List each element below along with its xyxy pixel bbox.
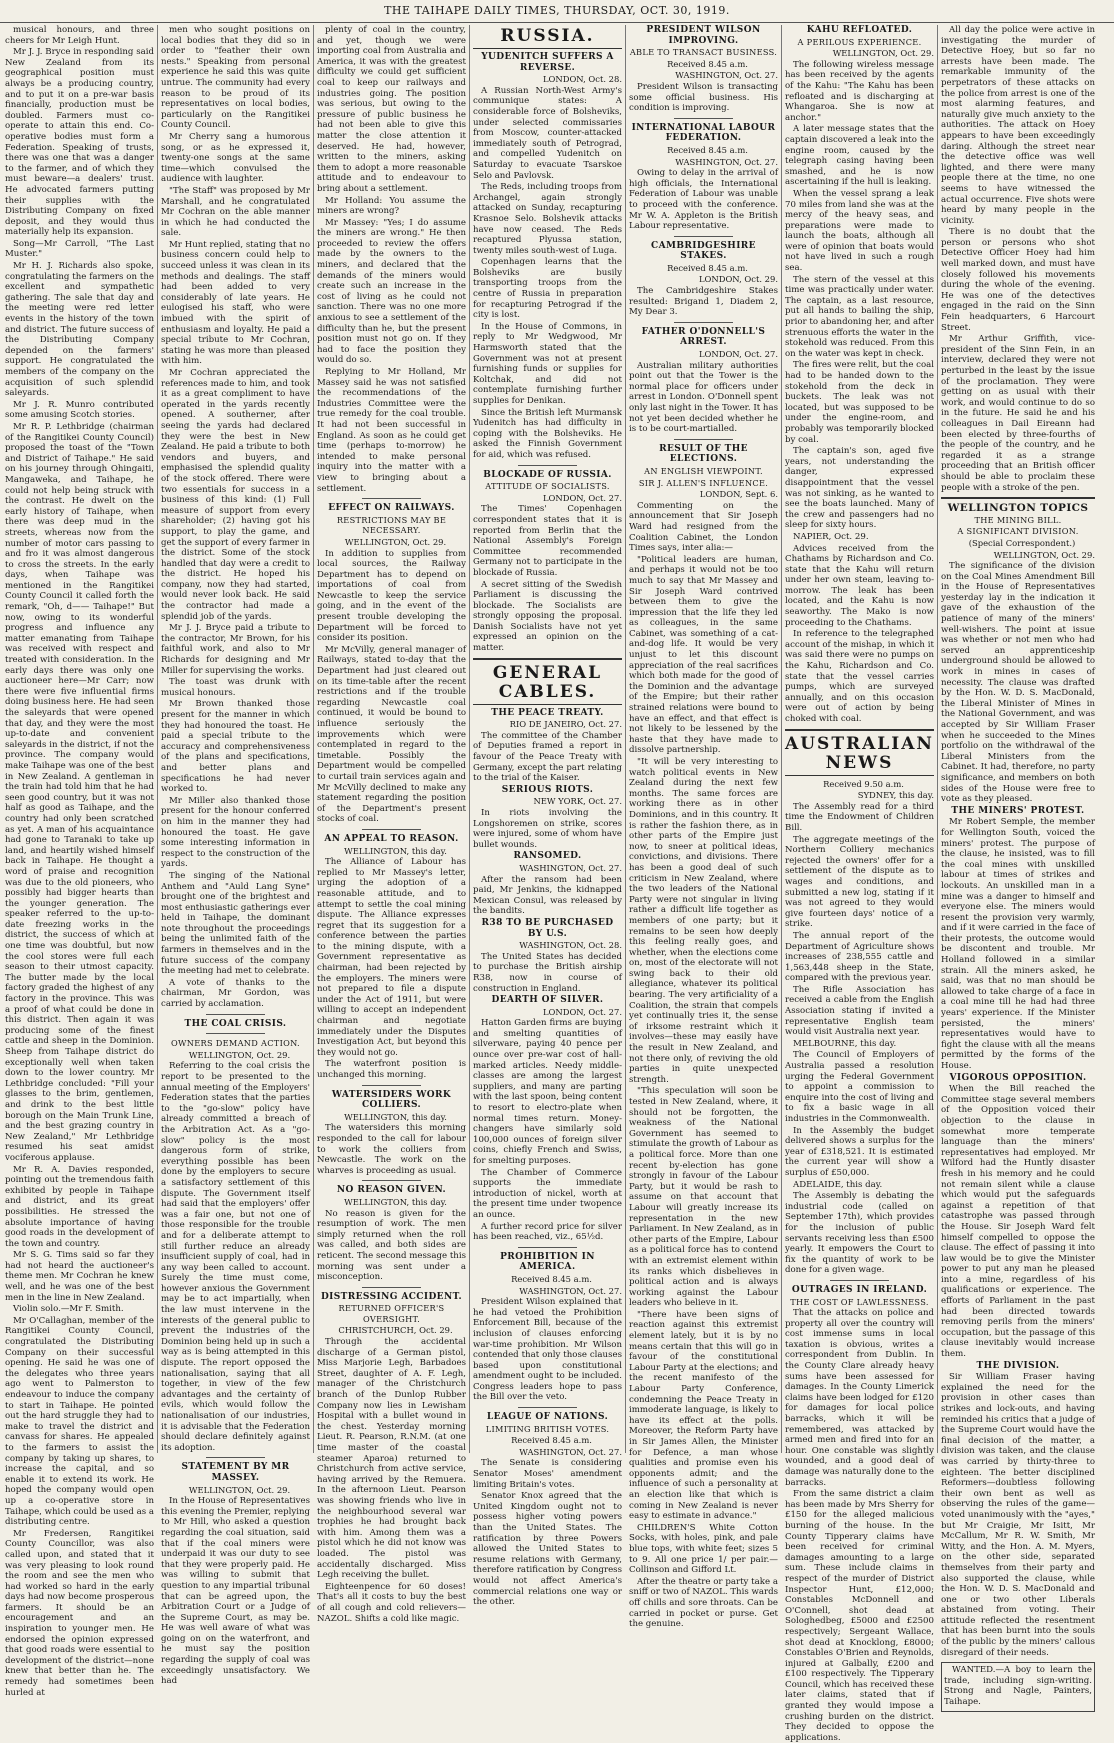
paragraph: The Senate is considering Senator Moses' amendment limiting Britain's votes. xyxy=(473,1458,622,1490)
col2-text xyxy=(161,25,310,1010)
paragraph: musical honours, and three cheers for Mr Leigh Hunt. xyxy=(5,25,154,46)
dateline: WELLINGTON, Oct. 29. xyxy=(993,549,1095,560)
dateline: LONDON, Oct. 28. xyxy=(542,74,622,85)
paragraph: men who sought positions on local bodies that they did so in order to "feather their own nests." Speaking from personal experience he said this was quite untrue. The community had every reason to be proud of its representatives on local bodies, particularly on the Rangitikei County Council. xyxy=(161,25,310,131)
silver-heading: DEARTH OF SILVER. xyxy=(491,995,604,1006)
dateline: LONDON, Oct. 27. xyxy=(698,349,778,360)
ireland-subheading: THE COST OF LAWLESSNESS. xyxy=(790,1296,929,1307)
elections-heading: RESULT OF THE ELECTIONS. xyxy=(659,443,748,465)
wilson-subheading: ABLE TO TRANSACT BUSINESS. xyxy=(629,47,778,58)
paragraph: "The Staff" was proposed by Mr Marshall, and he congratulated Mr Cochran on the able manner in which he had conducted the sale. xyxy=(161,185,310,239)
prohibition-heading: PROHIBITION IN AMERICA. xyxy=(500,1251,595,1273)
odonnell-text xyxy=(629,361,778,435)
prohibition-text xyxy=(473,1297,622,1403)
paragraph: In the House of Commons, in reply to Mr Wedgwood, Mr Harmsworth stated that the Government was not at present furnishing funds or supplies for Koltchak, and did not contemplate furnishing further supplies for Denikan. xyxy=(473,321,622,406)
paragraph: Song—Mr Carroll, "The Last Muster." xyxy=(5,238,154,260)
watersiders-heading: WATERSIDERS WORK COLLIERS. xyxy=(331,1089,452,1111)
labour-federation-text xyxy=(629,168,778,232)
column-3 xyxy=(314,25,470,1624)
peace-treaty-heading: THE PEACE TREATY. xyxy=(491,707,604,718)
paragraph: Mr Brown thanked those present for the manner in which they had honoured the toast. He paid a special tribute to the accuracy and comprehensiveness of the plans and specifications, and better plans and specifications he had never worked to. xyxy=(161,699,310,795)
paragraph: Mr Miller also thanked those present for the honour conferred on him in the manner they had honoured the toast. He gave some interesting information in respect to the construction of the yards. xyxy=(161,795,310,870)
paragraph: In riots involving the Longshoremen on strike, scores were injured, some of whom have bullet wounds. xyxy=(473,808,622,850)
topics-text xyxy=(941,561,1095,805)
paragraph: The Times' Copenhagen correspondent states that it is reported from Berlin that the National Assembly's Foreign Committee recommended Germany not to participate in the blockade of Russia. xyxy=(473,504,622,578)
division-subheading: A SIGNIFICANT DIVISION. xyxy=(957,526,1079,537)
paragraph: Replying to Mr Holland, Mr Massey said he was not satisfied the recommendations of the Industries Committee were the true remedy for the coal trouble. It had not been successful in England. As soon as he could get time (perhaps to-morrow) he intended to make personal inquiry into the matter with a view to bringing about a settlement. xyxy=(317,367,466,494)
paragraph: "There have been signs of reaction against this extremist element lately, but it is by no means certain that this will go in favour of the constitutional Labour Party at the elections; and the recent manifesto of the Labour Party Conference, condemning the Peace Treaty in immoderate language, is likely to have its effect at the polls. Moreover, the Reform Party have in Sir James Allen, the Minister for Defence, a man whose qualities and promise even his opponents admit; and the influence of such a personality at an election like that which is coming in New Zealand is never easy to estimate in advance." xyxy=(629,1309,778,1522)
ireland-heading: OUTRAGES IN IRELAND. xyxy=(791,1284,928,1295)
mining-bill-subheading: THE MINING BILL. xyxy=(974,514,1062,525)
miners-protest-text xyxy=(941,817,1095,1071)
paragraph: The Rifle Association has received a cable from the English Association stating if invited a representative English team would visit Australia next year. xyxy=(785,984,934,1038)
dateline: WASHINGTON, Oct. 27. xyxy=(519,1285,622,1296)
column-6 xyxy=(782,25,938,1743)
divider xyxy=(206,1457,266,1458)
railways-subheading: RESTRICTIONS MAY BE NECESSARY. xyxy=(336,514,447,536)
paragraph: There is no doubt that the person or persons who shot Detective Officer Hoey had him well marked down, and must have closely followed his movements during the whole of the evening. He was one of the detectives engaged in the raid on the Sinn Fein headquarters, 6 Harcourt Street. xyxy=(941,227,1095,333)
paragraph: Mr Cherry sang a humorous song, or as he expressed it, twenty-one songs at the same time—which convulsed the audience with laughter. xyxy=(161,131,310,185)
paragraph: When the vessel sprang a leak 70 miles from land she was at the mercy of the heavy seas, and preparations were made to launch the boats, although all were of opinion that boats would not have lived in such a rough sea. xyxy=(785,188,934,274)
divider xyxy=(674,236,734,237)
divider xyxy=(674,322,734,323)
paragraph: The singing of the National Anthem and "Auld Lang Syne" brought one of the brightest and most enthusiastic gatherings ever held in Taihape, the dominant note throughout the proceedings being the unlimited faith of the farmers in themselves and in the future success of the company the meeting had met to celebrate. xyxy=(161,870,310,977)
col7-text xyxy=(941,25,1095,493)
paragraph: Mr R. A. Davies responded, pointing out the tremendous faith exhibited by people in Taihape and district, and its great possibilities. He stressed the absolute importance of having good roads in the development of the town and country. xyxy=(5,1164,154,1249)
paragraph: Mr Holland: You assume the miners are wrong? xyxy=(317,195,466,217)
paragraph: President Wilson is transacting some official business. His condition is improving. xyxy=(629,81,778,114)
divider xyxy=(518,1407,578,1408)
column-1 xyxy=(2,25,158,1698)
paragraph: MELBOURNE, this day. xyxy=(793,1038,897,1049)
silver-text xyxy=(473,1018,622,1242)
dateline: WASHINGTON, Oct. 27. xyxy=(675,70,778,81)
received-line: Received 8.45 a.m. xyxy=(511,1273,592,1284)
dateline: WASHINGTON, Oct. 27. xyxy=(519,1446,622,1457)
col3-text xyxy=(317,25,466,494)
paragraph: A secret sitting of the Swedish Parliament is discussing the blockade. The Socialists are strongly opposing the proposal. Danish Socialists have not yet expressed an opinion on the matter. xyxy=(473,579,622,654)
paragraph: Through the accidental discharge of a German pistol, Miss Marjorie Legh, Barbadoes Street, daughter of A. F. Legh, manager of the Christchurch branch of the Dunlop Rubber Company now lies in Lewisham Hospital with a bullet wound in the chest. Yesterday morning Lieut. R. Pearson, R.N.M. (at one time master of the coastal steamer Aparoa) returned to Christchurch from active service, having arrived by the Remuera. In the afternoon Lieut. Pearson was showing friends who live in the neighbourhood several war trophies he had brought back with him. Among them was a pistol which he did not know was loaded. The pistol was accidentally discharged. Miss Legh receiving the bullet. xyxy=(317,1337,466,1581)
paragraph: Mr H. J. Richards also spoke, congratulating the farmers on the excellent and sympathetic gathering. The sale that day and the meeting were red letter events in the history of the town and district. The future success of the Distributing Company depended on the farmers' support. He congratulated the members of the company on the acquisition of such splendid saleyards. xyxy=(5,261,154,399)
paragraph: The Chamber of Commerce supports the immediate introduction of nickel, worth at the present time under twopence an ounce. xyxy=(473,1167,622,1220)
divider xyxy=(362,1180,422,1181)
paragraph: The waterfront position is unchanged this morning. xyxy=(317,1059,466,1080)
paragraph: Sir William Fraser having explained the need for the provision in other cases than strikes and lock-outs, and having reminded his critics that a judge of the Supreme Court would have the final decision of the matter, a division was taken, and the clause was carried by thirty-three to eighteen. The better disciplined Reformers—doubtless following their own bent as well as observing the rules of the game—voted unanimously with the "ayes," but Mr Craigie, Mr Isitt, Mr McCallum, Mr R. W. Smith, Mr Witty, and the Hon. A. M. Myers, on the other side, separated themselves from their party and also supported the clause, while the Hon. W. D. S. MacDonald and one or two other Liberals abstained from voting. Their attitude reflected the resentment that has been burnt into the souls of the public by the miners' callous disregard of their needs. xyxy=(941,1372,1095,1658)
dateline: WELLINGTON, Oct. 29. xyxy=(344,536,447,547)
divider xyxy=(830,1280,890,1281)
paragraph: Mr S. G. Tims said so far they had not heard the auctioneer's theme men. Mr Cochran he knew well, and he was one of the best men in the line in New Zealand. xyxy=(5,1250,154,1303)
paragraph: Hatton Garden firms are buying and smelting quantities of silverware, paying 40 pence per ounce over pre-war cost of hall-marked articles. Needy middle-classes are among the largest suppliers, and many are parting with the last spoon, being content to resort to electro-plate when normal times return. Money-changers have similarly sold 100,000 ounces of foreign silver coins, chiefly French and Swiss, for smelting purposes. xyxy=(473,1018,622,1166)
masthead: THE TAIHAPE DAILY TIMES, THURSDAY, OCT. 30, 1919. xyxy=(0,0,1114,23)
cambridgeshire-heading: CAMBRIDGESHIRE STAKES. xyxy=(651,240,756,262)
received-line: Received 9.50 a.m. xyxy=(823,778,904,789)
ransomed-text xyxy=(473,875,622,917)
massey-statement-text xyxy=(161,1496,310,1687)
paragraph: Mr McVilly, general manager of Railways, stated to-day that the Department had just cleared out on its time-table after the recent restrictions and if the trouble regarding Newcastle coal continued, it would be bound to influence seriously the improvements which were contemplated in regard to the timetable. Possibly the Department would be compelled to curtail train services again and Mr McVilly declined to make any statement regarding the position of the Department's present stocks of coal. xyxy=(317,644,466,825)
dateline: LONDON, Oct. 27. xyxy=(542,1006,622,1017)
paragraph: Mr J. R. Munro contributed some amusing Scotch stories. xyxy=(5,399,154,421)
blockade-heading: BLOCKADE OF RUSSIA. xyxy=(483,469,612,480)
coal-crisis-subheading: OWNERS DEMAND ACTION. xyxy=(171,1038,300,1049)
opposition-text xyxy=(941,1084,1095,1359)
col1-text xyxy=(5,25,154,1698)
dateline: RIO DE JANEIRO, Oct. 27. xyxy=(509,719,622,730)
railways-heading: EFFECT ON RAILWAYS. xyxy=(328,503,455,514)
dateline: LONDON, Oct. 27. xyxy=(542,492,622,503)
peace-treaty-text xyxy=(473,731,622,784)
paragraph: Mr R. P. Lethbridge (chairman of the Rangitikei County Council) proposed the toast of the "Town and District of Taihape." He said on his journey through Ohingaiti, Mangaweka, and Taihape, he could not help being struck with the contrast. He dwelt on the early history of Taihape, when there was deep mud in the streets, whereas now from the number of motor cars passing to and fro it was almost dangerous to cross the streets. In the early days, when Taihape was mentioned in the Rangitikei County Council it called forth the remark, "Oh, d—— Taihape!" But now, owing to its wonderful progress and influence any matter emanating from Taihape was received with respect and treated with consideration. In the early days there was only one auctioneer here—Mr Carr; now there were five influential firms doing business here. He had seen the saleyards that were opened that day, and they were the most up-to-date and convenient saleyards in the district, if not the province. The company would make Taihape was one of the best in New Zealand. A gentleman in the train had told him that he had seen good country, but it was not half as good as Taihape, and the country had only been scratched as yet. A man of his acquaintance had gone to Taranaki to take up land, and heartily wished himself back in Taihape. He thought a word of praise and recognition was due to the old pioneers, who possibly had bigger hearts than the younger generation. The speaker referred to the up-to-date freezing works in the district, the success of which at one time was doubtful, but now the cool stores were full each season to their utmost capacity. The butter made by the local factory graded the highest of any factory in the province. This was a proof of what could be done in this district. Then again it was producing some of the finest cattle and sheep in the Dominion. Sheep from Taihape district do exceptionally well when taken down to the lower country. Mr Lethbridge concluded: "Fill your glasses to the brim, gentlemen, and drink to the best little borough on the Main Trunk Line, and the best grazing country in New Zealand," Mr Lethbridge resumed his seat amidst vociferous applause. xyxy=(5,421,154,1163)
paragraph: The significance of the division on the Coal Mines Amendment Bill in the House of Representatives yesterday lay in the indication it gave of the exhaustion of the patience of many of the miners' well-wishers. The point at issue was whether or not men who had served an apprenticeship underground should be allowed to work in mines in cases of necessity. The clause was drafted by the Hon. W. D. S. MacDonald, the Liberal Minister of Mines in the National Government, and was accepted by Sir William Fraser when he succeeded to the Mines portfolio on the withdrawal of the Liberal Ministers from the Cabinet. It had, therefore, no party significance, and members on both sides of the House were free to vote as they pleased. xyxy=(941,561,1095,805)
paragraph: Mr O'Callaghan, member of the Rangitikei County Council, congratulated the Distributing Company on their successful opening. He said he was one of the delegates who three years ago went to Palmerston to endeavour to induce the company to start in Taihape. He pointed out the hard struggle they had to make to travel the district and canvass for shares. He appealed to the farmers to assist the company by taking up shares, to increase the capital, and so enable it to extend its work. He hoped the company would open up a co-operative store in Taihape, which could be used as a distributing centre. xyxy=(5,1315,154,1528)
paragraph: The stern of the vessel at this time was practically under water. The captain, as a last resource, put all hands to bailing the ship, prior to abandoning her, and after strenuous efforts the water in the stokehold was reduced. From this on the water was kept in check. xyxy=(785,274,934,359)
australian-news-banner: AUSTRALIAN NEWS xyxy=(785,735,934,776)
watersiders-text xyxy=(317,1123,466,1176)
paragraph: Mr Cochran appreciated the references made to him, and took it as a great compliment to have operated in the yards recently opened. A southerner, after seeing the yards had declared they were the best in New Zealand. He paid a tribute to both vendors and buyers, and emphasised the splendid quality of the stock offered. There were two essentials for success in a business of this kind: (1) Full measure of support from every shareholder; (2) having got his support, to play the game, and get the support of every farmer in the district. Some of the stock handled that day were a credit to the district. He hoped his company, now they had started, would never look back. He said the contractor had made a splendid job of the yards. xyxy=(161,368,310,622)
paragraph: ADELAIDE, this day. xyxy=(793,1179,883,1190)
dateline: LONDON, Sept. 6. xyxy=(699,489,778,500)
paragraph: The Assembly is debating the industrial code (called on September 17th), which provides for the inclusion of public servants receiving less than £500 yearly. It empowers the Court to fix the quantity of work to be done for a given wage. xyxy=(785,1191,934,1276)
riots-heading: SERIOUS RIOTS. xyxy=(501,784,594,795)
received-line: Received 8.45 a.m. xyxy=(667,262,748,273)
paragraph: Since the British left Murmansk Yudenitch has had difficulty in coping with the Bolsheviks. He asked the Finnish Government for aid, which was refused. xyxy=(473,407,622,460)
received-line: Received 8.45 a.m. xyxy=(511,1435,592,1446)
dateline: WELLINGTON, this day. xyxy=(344,1196,447,1207)
paragraph: CHILDREN'S White Cotton Socks, with holes, pink, and pale blue tops, with white feet; sizes 5 to 9. All one price 1/ per pair.—Collinson and Gifford Lt. xyxy=(629,1522,778,1576)
general-cables-banner: GENERAL CABLES. xyxy=(473,664,622,705)
league-heading: LEAGUE OF NATIONS. xyxy=(486,1412,609,1423)
kahu-text xyxy=(785,60,934,725)
australian-news-text xyxy=(785,802,934,1276)
league-subheading: LIMITING BRITISH VOTES. xyxy=(485,1423,610,1434)
paragraph: The annual report of the Department of Agriculture shows increases of 238,555 cattle and 1,563,448 sheep in the State, compared with the previous year. xyxy=(785,930,934,984)
dateline: WASHINGTON, Oct. 27. xyxy=(519,862,622,873)
paragraph: The Assembly read for a third time the Endowment of Children Bill. xyxy=(785,801,934,833)
dateline: WELLINGTON, Oct. 29. xyxy=(188,1049,291,1060)
coal-crisis-text xyxy=(161,1061,310,1453)
paragraph: The Cambridgeshire Stakes resulted: Brigand 1, Diadem 2, My Dear 3. xyxy=(629,286,778,318)
paragraph: A vote of thanks to the chairman, Mr Gordon, was carried by acclamation. xyxy=(161,977,310,1010)
paragraph: No reason is given for the resumption of work. The men simply returned when the roll was called, and both sides are reticent. The second message this morning was sent under a misconception. xyxy=(317,1208,466,1283)
paragraph: From the same district a claim has been made by Mrs Sherry for £150 for the alleged malicious burning of the house. In the County Tipperary claims have been received for criminal damages amounting to a large sum. These include claims in respect of the murder of District Inspector Hunt, £12,000; Constables McDonnell and O'Connell, shot dead at Sologhedbeg, £5000 and £2500 respectively; Sergeant Wallace, shot dead at Knocklong, £8000; Constables O'Brien and Reynolds, injured at Galbally, £200 and £100 respectively. The Tipperary Council, which has received these later claims, stated that if granted they would impose a crushing burden on the district. They decided to oppose the applications. xyxy=(785,1489,934,1743)
yudenitch-heading: YUDENITCH SUFFERS A REVERSE. xyxy=(481,52,614,73)
paragraph: After the ransom had been paid, Mr Jenkins, the kidnapped Mexican Consul, was released by the bandits. xyxy=(473,874,622,917)
paragraph: The Alliance of Labour has replied to Mr Massey's letter, urging the adoption of a reasonable attitude, and to attempt to settle the coal mining dispute. The Alliance expresses regret that its suggestion for a conference between the parties to the mining dispute, with a Government representative as chairman, had been rejected by the employers. The miners were not prepared to file a dispute under the Act of 1911, but were willing to accept an independent chairman and negotiate immediately under the Disputes Investigation Act, but beyond this they would not go. xyxy=(317,857,466,1058)
paragraph: The fires were relit, but the coal had to be handed down to the stokehold from the deck in buckets. The leak was not located, but was supposed to be under the engine-room, and probably was temporarily blocked by coal. xyxy=(785,360,935,445)
league-text xyxy=(473,1458,622,1607)
paragraph: In the House of Representatives this evening the Premier, replying to Mr Hill, who asked a question regarding the coal situation, said that if the coal miners were underpaid it was our duty to see that they were properly paid. He was willing to submit that question to any impartial tribunal that can be agreed upon, the Arbitration Court or a Judge of the Supreme Court, as may be. He was well aware of what was going on on the waterfront, and he must say the position regarding the supply of coal was exceedingly unsatisfactory. We had xyxy=(161,1496,310,1687)
paragraph: The United States has decided to purchase the British airship R38, now in course of construction in England. xyxy=(473,951,622,994)
paragraph: Mr J. J. Bryce paid a tribute to the contractor, Mr Brown, for his faithful work, and also to Mr Richards for designing and Mr Miller for supervising the works. xyxy=(161,623,310,676)
odonnell-heading: FATHER O'DONNELL'S ARREST. xyxy=(641,326,766,348)
column-2 xyxy=(158,25,314,1687)
no-reason-text xyxy=(317,1209,466,1283)
divider xyxy=(785,729,934,731)
divider xyxy=(362,829,422,830)
paragraph: "This speculation will soon be tested in New Zealand, where, it should not be forgotten, the weakness of the National Government has seemed to stimulate the growth of Labour as a political force. More than one recent by-election has gone strongly in favour of the Labour Party, but it would be rash to assume on that account that Labour will greatly increase its representation in the new Parliament. In New Zealand, as in other parts of the Empire, Labour as a political force has to contend with an extremist element within its ranks which disbelieves in political action and is always working against the Labour leaders who believe in it. xyxy=(629,1086,778,1309)
ransomed-heading: RANSOMED. xyxy=(513,851,582,862)
wanted-text: WANTED.—A boy to learn the trade, including sign-writing. Strong and Nagle, Painters, Taihape. xyxy=(944,1665,1092,1708)
r38-heading: R38 TO BE PURCHASED BY U.S. xyxy=(481,917,614,939)
paragraph: Mr Hunt replied, stating that no business concern could help to succeed unless it was clean in its methods and dealings. The staff had been added to very considerably of late years. He eulogised his staff, who were imbued with the spirit of enthusiasm and loyalty. He paid a special tribute to Mr Cochran, stating he was more than pleased with him. xyxy=(161,239,310,367)
paragraph: Senator Knox agreed that the United Kingdom ought not to possess higher voting powers than the United States. The ratification by three Powers allowed the United States to resume relations with Germany, therefore ratification by Congress would not affect America's commercial relations one way or the other. xyxy=(473,1491,622,1608)
paragraph: "Political leaders are human, and perhaps it would not be too much to say that Mr Massey and Sir Joseph Ward contrived between them to give the impression that the life they led as colleagues, in the same Cabinet, was something of a cat-and-dog life. It would be very unjust to let this discount appreciation of the real sacrifices which both made for the good of the Dominion and the advantage of the Empire; but their rather strained relations were bound to have an effect, and that effect is not likely to be lessened by the haste that they have made to dissolve partnership. xyxy=(629,554,778,756)
appeal-text xyxy=(317,857,466,1080)
paragraph: Australian military authorities point out that the Tower is the normal place for officers under arrest in London. O'Donnell spent only last night in the Tower. It has not yet been decided whether he is to be court-martialled. xyxy=(629,360,778,435)
paragraph: Mr Massey: "Yes; I do assume the miners are wrong." He then proceeded to review the offers made by the owners to the miners, and declared that the demands of the miners would create such an increase in the cost of living as he could not sanction. There was no one more anxious to see a settlement of the difficulty than he, but the present position must not go on. If they had to face the position they would do so. xyxy=(317,217,466,366)
paragraph: Copenhagen learns that the Bolsheviks are busily transporting troops from the centre of Russia in preparation for recapturing Petrograd if the city is lost. xyxy=(473,257,622,321)
paragraph: When the Bill reached the Committee stage several members of the Opposition voiced their objection to the clause in somewhat more temperate language than the miners' representatives had employed. Mr Wilford had the Huntly disaster fresh in his memory and he could not remain silent while a clause which would put the safeguards against a repetition of that catastrophe was passed through the House. Sir Joseph Ward felt himself compelled to oppose the clause. The effect of passing it into law would be to give the Minister power to put any man he pleased into a mine, regardless of his qualifications or experience. The efforts of Parliament in the past had been directed towards removing perils from the miners' occupation, but the passage of this clause inevitably would increase them. xyxy=(941,1084,1095,1360)
dateline: CHRISTCHURCH, Oct. 29. xyxy=(338,1325,453,1336)
paragraph: Commenting on the announcement that Sir Joseph Ward had resigned from the Coalition Cabinet, the London Times says, inter alia:— xyxy=(629,500,778,554)
paragraph: The Reds, including troops from Archangel, again strongly attacked on Sunday, recapturing Krasnoe Selo. Bolshevik attacks have now ceased. The Reds recaptured Plyussa station, twenty miles south-west of Luga. xyxy=(473,182,622,256)
elections-text xyxy=(629,501,778,1630)
received-line: Received 8.45 a.m. xyxy=(667,144,748,155)
accident-heading: DISTRESSING ACCIDENT. xyxy=(320,1291,463,1302)
wilson-text xyxy=(629,82,778,114)
elections-subheading: AN ENGLISH VIEWPOINT. xyxy=(644,465,763,476)
paragraph: That the attacks on police and property all over the country will cost immense sums in local taxation is obvious, writes a correspondent from Dublin. In the County Clare already heavy sums have been assessed for damages. In the County Limerick claims have been lodged for £120 for damages for local police barracks, which it will be remembered, was attacked by armed men and fired into for an hour. One constable was slightly wounded, and a good deal of damage was naturally done to the barracks. xyxy=(785,1308,934,1488)
r38-text xyxy=(473,952,622,994)
riots-text xyxy=(473,808,622,850)
paragraph: The aggregate meetings of the Northern Colliery mechanics rejected the owners' offer for a settlement of the dispute as to wages and conditions, and submitted a new log, stating if it was not agreed to they would give fourteen days' notice of a strike. xyxy=(785,834,934,930)
dateline: WELLINGTON, this day. xyxy=(344,1111,447,1122)
russia-banner: RUSSIA. xyxy=(473,27,622,49)
divider xyxy=(206,1033,266,1034)
paragraph: All day the police were active in investigating the murder of Detective Hoey, but so far no arrests have been made. The remarkable immunity of the perpetrators of these attacks on the police from arrest is one of the most alarming features, and naturally give much anxiety to the authorities. The attack on Hoey appears to have been exceedingly daring. Although the street near the detective office was well lighted, and there were many people there at the time, no one seems to have witnessed the actual occurrence. Five shots were heard by many people in the vicinity. xyxy=(941,25,1095,226)
ireland-text xyxy=(785,1308,934,1743)
accident-subheading: RETURNED OFFICER'S OVERSIGHT. xyxy=(338,1303,445,1324)
paragraph: The toast was drunk with musical honours. xyxy=(161,677,310,698)
dateline: WELLINGTON, this day. xyxy=(344,845,447,856)
coal-crisis-heading: THE COAL CRISIS. xyxy=(184,1018,287,1029)
paragraph: Advices received from the Chathams by Richardson and Co. state that the Kahu will return under her own steam, leaving to-morrow. The leak has been located, and the Kahu is now seaworthy. The Mako is now proceeding to the Chathams. xyxy=(785,543,934,628)
paragraph: Mr Fredersen, Rangitikei County Councillor, was also called upon, and stated that it was very pleasing to look round the room and see the men who had worked so hard in the early days had now become prosperous farmers. It should be an encouragement and an inspiration to younger men. He endorsed the opinion expressed that good roads were essential to development of the district—none knew that better than he. The remedy had sometimes been hurled at xyxy=(5,1528,154,1698)
paragraph: Mr J. J. Bryce in responding said New Zealand from its geographical position must always be a producing country, and to put it on a pre-war basis financially, production must be doubled. Farmers must co-operate to attain this end. Co-operative bodies must form a Federation. Speaking of trusts, there was one that was a danger to the farmer, and of which they must beware—a dealers' trust. He advocated farmers putting their supplies with the Distributing Company on fixed deposit, and they would thus materially help its expansion. xyxy=(5,47,154,238)
paragraph: A later message states that the captain discovered a leak into the engine room, caused by the telegraph casing having been smashed, and he is now ascertaining if the hull is leaking. xyxy=(785,124,934,188)
blockade-text xyxy=(473,504,622,653)
paragraph: In the Assembly the budget delivered shows a surplus for the year of £318,521. It is estimated the current year will show a surplus of £50,000. xyxy=(785,1125,934,1178)
opposition-heading: VIGOROUS OPPOSITION. xyxy=(949,1072,1087,1083)
dateline: LONDON, Oct. 29. xyxy=(698,274,778,285)
wilson-heading: PRESIDENT WILSON IMPROVING. xyxy=(646,25,761,46)
appeal-heading: AN APPEAL TO REASON. xyxy=(324,833,459,844)
paragraph: A further record price for silver has been reached, viz., 65½d. xyxy=(473,1221,622,1243)
column-4 xyxy=(470,25,626,1608)
dateline: NEW YORK, Oct. 27. xyxy=(533,796,622,807)
divider xyxy=(518,465,578,466)
dateline: WELLINGTON, Oct. 29. xyxy=(832,48,934,59)
dateline: WELLINGTON, Oct. 29. xyxy=(188,1484,291,1495)
kahu-heading: KAHU REFLOATED. xyxy=(806,25,913,35)
paragraph: Violin solo.—Mr F. Smith. xyxy=(13,1304,124,1315)
paragraph: NAPIER, Oct. 29. xyxy=(793,531,869,542)
divider xyxy=(206,1014,266,1015)
paragraph: In reference to the telegraphed account of the mishap, in which it was said there were no pumps on the Kahu, Richardson and Co. state that the vessel carries pumps, which are surveyed annually, and on this occasion were out of action by being choked with coal. xyxy=(785,629,934,724)
paragraph: The following wireless message has been received by the agents of the Kahu: "The Kahu has been refloated and is discharging at Whangaroa. She is now at anchor." xyxy=(785,59,934,123)
miners-protest-heading: THE MINERS' PROTEST. xyxy=(951,805,1085,816)
dateline: WASHINGTON, Oct. 27. xyxy=(675,156,778,167)
paragraph: Mr Robert Semple, the member for Wellington South, voiced the miners' protest. The purpose of the clause, he insisted, was to fill the coal mines with unskilled labour at times of strikes and lockouts. An unskilled man in a mine was a danger to himself and everyone else. The miners would resent the provision very warmly, and if it were carried in the face of their protests, the outcome would be discontent and trouble. Mr Holland followed in a similar strain. All the miners asked, he said, was that no man should be allowed to take charge of a face in a coal mine till he had had three years' experience. If the Minister persisted, the miners' representatives would have to fight the clause with all the means permitted by the forms of the House. xyxy=(941,817,1095,1071)
column-7 xyxy=(938,25,1098,1708)
paragraph: Mr Arthur Griffith, vice-president of the Sinn Fein, in an interview, declared they were not perturbed in the least by the issue of the proclamation. They were getting on as usual with their work, and would continue to do so in the future. He said he and his colleagues in Dail Eireann had been elected by three-fourths of the people of the country, and he regarded it as a strange proceeding that an British officer should be able to proclaim these people with a stroke of the pen. xyxy=(941,334,1095,493)
paragraph: After the theatre or party take a sniff or two of NAZOL. This wards off chills and sore throats. Can be carried in pocket or purse. Get the genuine. xyxy=(629,1576,778,1630)
no-reason-heading: NO REASON GIVEN. xyxy=(336,1185,447,1196)
division-heading: THE DIVISION. xyxy=(976,1360,1060,1371)
massey-statement-heading: STATEMENT BY MR MASSEY. xyxy=(181,1462,290,1483)
divider xyxy=(473,658,622,660)
paragraph: "It will be very interesting to watch political events in New Zealand during the next few months. The same forces are working there as in other Dominions, and in this country. It is rather the fashion there, as in other parts of the Empire just now, to sneer at political ideas, convictions, and divisions. There has been a good deal of such criticism in New Zealand, where the two leaders of the National Party were not singular in living rather a difficult life together as members of one party; but it remains to be seen how deeply this feeling really goes, and whether, when the elections come on, most of the electorate will not swing back to their old allegiance, whatever its political bearing. The very artificiality of a Coalition, the strain that compels yet continually tries it, the sense of irksome restraint which it involves—these may easily have the result in New Zealand, and not there only, of reviving the old parties in quite unexpected strength. xyxy=(629,757,778,1085)
divider xyxy=(362,1085,422,1086)
divider xyxy=(674,118,734,119)
paragraph: The captain's son, aged five years, not understanding the danger, expressed disappointment that the vessel was not sinking, as he wanted to see the boats launched. Many of the crew and passengers had no sleep for sixty hours. xyxy=(785,446,934,531)
divider xyxy=(674,439,734,440)
divider xyxy=(941,497,1095,499)
paragraph: A Russian North-West Army's communique states: A considerable force of Bolsheviks, under selected commissaries from Moscow, counter-attacked immediately south of Petrograd, and compelled Yudenitch on Saturday to evacuate Tsarskoe Selo and Pavlovsk. xyxy=(473,85,622,181)
received-line: Received 8.45 a.m. xyxy=(667,58,748,69)
correspondent-line: (Special Correspondent.) xyxy=(968,537,1076,548)
railways-text xyxy=(317,549,466,825)
paragraph: plenty of coal in the country, and yet, though we were importing coal from Australia and America, it was with the greatest difficulty we could get sufficient coal to keep our railways and industries going. The position was serious, but owing to the pressure of public business he had not been able to give this matter the close attention it deserved. He had, however, written to the miners, asking them to adopt a more reasonable attitude and to endeavour to bring about a settlement. xyxy=(317,25,466,194)
kahu-subheading: A PERILOUS EXPERIENCE. xyxy=(797,36,922,47)
columns xyxy=(2,25,1112,1743)
column-5 xyxy=(626,25,782,1630)
accident-text xyxy=(317,1337,466,1624)
divider xyxy=(362,498,422,499)
dateline: SYDNEY, this day. xyxy=(857,790,934,801)
paragraph: The committee of the Chamber of Deputies framed a report in favour of the Peace Treaty with Germany, except the part relating to the trial of the Kaiser. xyxy=(473,730,622,784)
paragraph: Referring to the coal crisis the report to be presented to the annual meeting of the Employers' Federation states that the parties to the "go-slow" policy have already committed a breach of the Arbitration Act. As a "go-slow" policy is the most dangerous form of strike, everything possible has been done by the employers to secure a satisfactory settlement of this dispute. The Government itself had said that the employers' offer was a fair one, but not one of those responsible for the trouble and for a deliberate attempt to still further reduce an already insufficient supply of coal, had in any way been called to account. Surely the time must come, however anxious the Government may be to act impartially, when the law must intervene in the interests of the general public to prevent the industries of the Dominion being held up in such a way as is being attempted in this dispute. The report opposed the nationalisation, saying that all together, in view of the few advantages and the certainty of evils, which would follow the nationalisation of our industries, it is advisable that the Federation should declare definitely against its adoption. xyxy=(161,1061,310,1453)
divider xyxy=(362,1287,422,1288)
labour-federation-heading: INTERNATIONAL LABOUR FEDERATION. xyxy=(631,122,776,144)
yudenitch-text xyxy=(473,86,622,461)
wellington-topics-heading: WELLINGTON TOPICS xyxy=(947,502,1089,515)
dateline: WASHINGTON, Oct. 28. xyxy=(519,940,622,951)
elections-subheading-2: SIR J. ALLEN'S INFLUENCE. xyxy=(638,477,769,488)
paragraph: President Wilson explained that he had vetoed the Prohibition Enforcement Bill, because of the inclusion of clauses enforcing war-time prohibition. Mr Wilson contended that only those clauses based upon constitutional amendment ought to be included. Congress leaders hope to pass the Bill over the veto. xyxy=(473,1297,622,1403)
blockade-subheading: ATTITUDE OF SOCIALISTS. xyxy=(485,481,610,492)
division-text xyxy=(941,1372,1095,1658)
paragraph: In addition to supplies from local sources, the Railway Department has to depend on importations of coal from Newcastle to keep the service going, and in the event of the present trouble developing the Department will be forced to consider its position. xyxy=(317,548,466,644)
paragraph: Owing to delay in the arrival of high officials, the International Federation of Labour was unable to proceed with the conference. Mr W. A. Appleton is the British Labour representative. xyxy=(629,168,778,232)
cambridgeshire-text xyxy=(629,286,778,318)
paragraph: The Council of Employers of Australia passed a resolution urging the Federal Government to appoint a commission to enquire into the cost of living and to fix a basic wage in all industries in the Commonwealth. xyxy=(785,1050,934,1124)
divider xyxy=(518,1247,578,1248)
wanted-advertisement xyxy=(941,1662,1095,1711)
paragraph: The watersiders this morning responded to the call for labour to work the colliers from Newcastle. The work on the wharves is proceeding as usual. xyxy=(317,1123,466,1176)
paragraph: Eighteenpence for 60 doses! That's all it costs to buy the best of all cough and cold relievers—NAZOL. Shifts a cold like magic. xyxy=(317,1581,466,1624)
